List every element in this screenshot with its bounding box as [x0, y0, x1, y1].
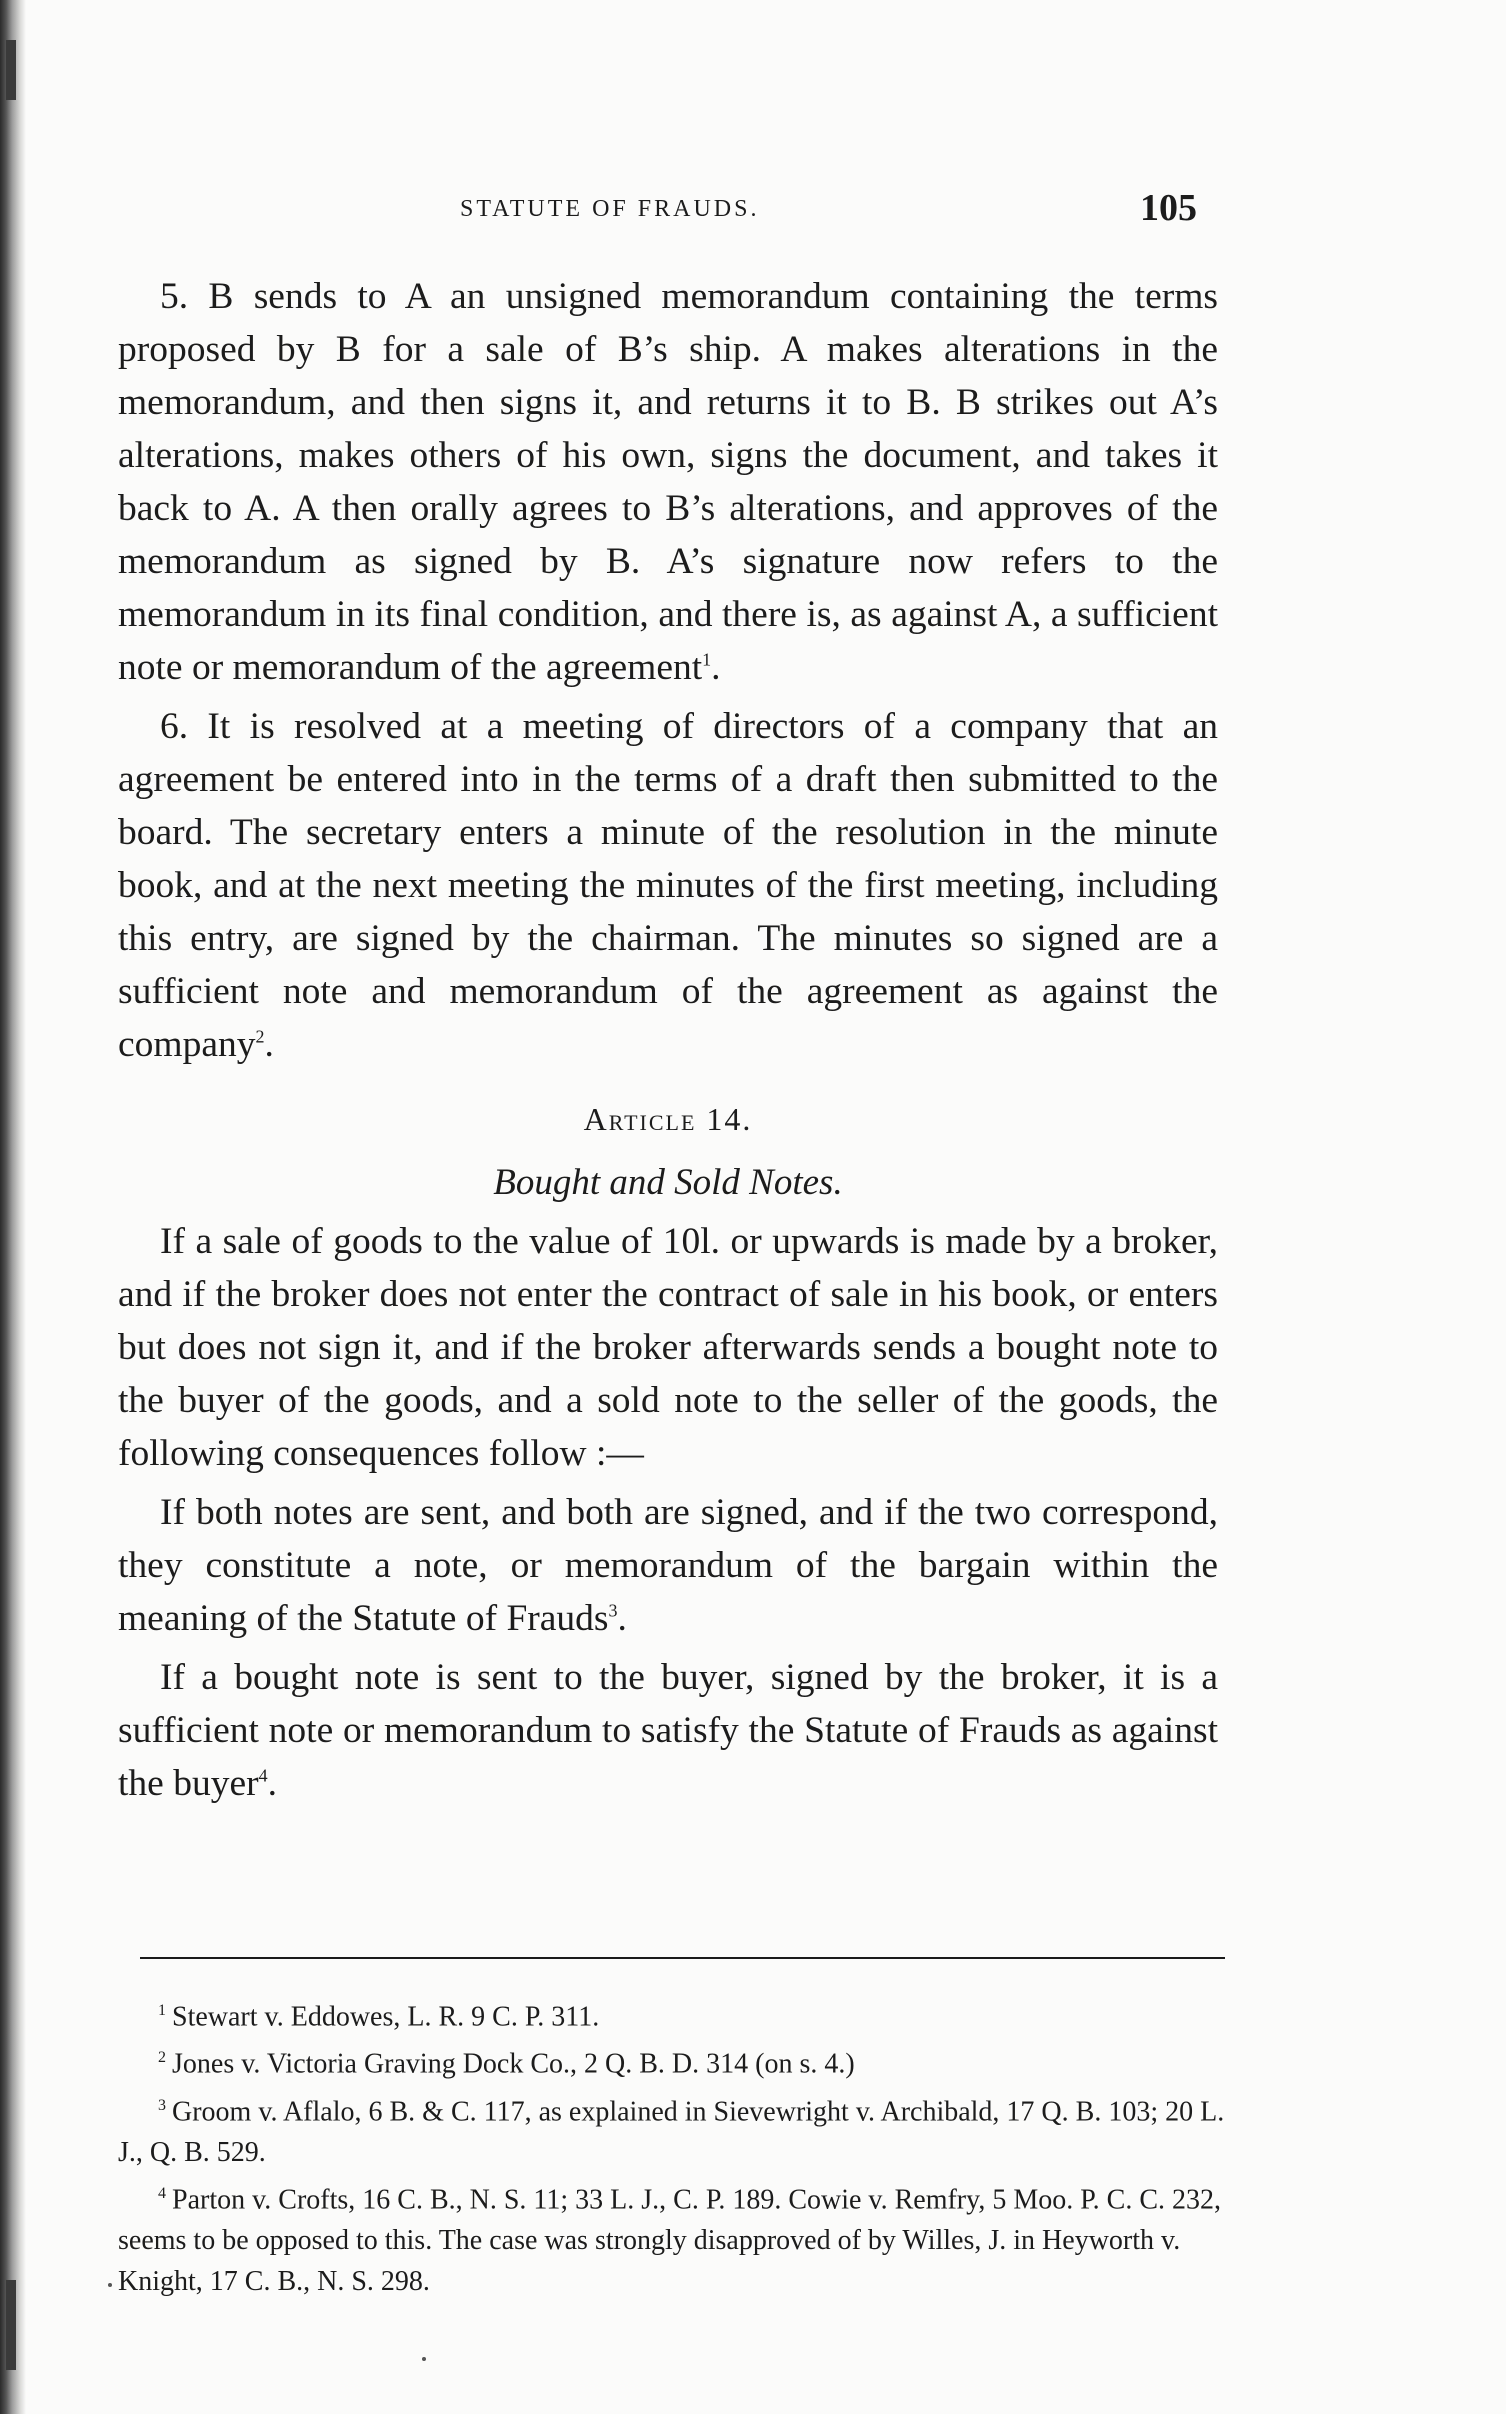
- article-paragraph: [118, 1486, 1218, 1645]
- paragraph-text: If both notes are sent, and both are signed, and if the two correspond, they constitute a note, or memorandum of the bargain within the meaning of the Statute of Frauds: [118, 1492, 1218, 1639]
- article-paragraph: If a sale of goods to the value of 10l. or upwards is made by a broker, and if the broker does not enter the contract of sale in his book, or enters but does not sign it, and if the broker afterwards sends a bought note to the buyer of the goods, and a sold note to the seller of the goods, the following consequences follow :—: [118, 1221, 1218, 1474]
- binding-shadow: [6, 40, 16, 100]
- footnotes: [118, 1990, 1228, 2302]
- footnote: [118, 2037, 1228, 2084]
- footnote: [118, 1990, 1228, 2037]
- footnote-mark: 3: [158, 2096, 166, 2114]
- paragraph-text: 5. B sends to A an unsigned memorandum containing the terms proposed by B for a sale of B’s ship. A makes alterations in the memorandum, and then signs it, and returns it to B. B strikes out A’s alterations, makes others of his own, signs the document, and takes it back to A. A then orally agrees to B’s alterations, and approves of the memorandum as signed by B. A’s signature now refers to the memorandum in its final condition, and there is, as against A, a sufficient note or memorandum of the agreement: [118, 276, 1218, 688]
- footnote-text: Parton v. Crofts, 16 C. B., N. S. 11; 33 L. J., C. P. 189. Cowie v. Remfry, 5 Moo. P. C. C. 232, seems to be opposed to this. The case was strongly disapproved of by Willes, J. in Heyworth v. Knight, 17 C. B., N. S. 298.: [118, 2184, 1222, 2298]
- footnote: [118, 2173, 1228, 2302]
- footnote-divider: [140, 1957, 1225, 1959]
- footnote-mark: 4: [158, 2184, 166, 2202]
- illustration-paragraph-5: [118, 270, 1218, 694]
- article-subheading: Bought and Sold Notes.: [493, 1162, 843, 1203]
- article-paragraph: [118, 1651, 1218, 1810]
- running-title: STATUTE OF FRAUDS.: [460, 196, 760, 222]
- page-binding-edge: [0, 0, 26, 2414]
- footnote-ref: 3: [608, 1600, 618, 1621]
- footnote-text: Jones v. Victoria Graving Dock Co., 2 Q. B. D. 314 (on s. 4.): [172, 2048, 855, 2080]
- binding-shadow: [6, 2280, 16, 2370]
- paragraph-text: 6. It is resolved at a meeting of directors of a company that an agreement be entered into in the terms of a draft then submitted to the board. The secretary enters a minute of the resolution in the minute book, and at the next meeting the minutes of the first meeting, including this entry, are signed by the chairman. The minutes so signed are a sufficient note and memorandum of the agreement as against the company: [118, 706, 1218, 1065]
- paper-speck: [422, 2357, 426, 2361]
- punctuation: .: [264, 1024, 274, 1065]
- footnote-ref: 1: [702, 649, 712, 670]
- punctuation: .: [617, 1598, 627, 1639]
- main-text: [118, 270, 1218, 1816]
- footnote-mark: 1: [158, 2002, 166, 2019]
- footnote-mark: 2: [158, 2049, 166, 2067]
- article-heading: Article 14.: [583, 1101, 753, 1137]
- punctuation: .: [711, 647, 721, 688]
- footnote: [118, 2085, 1228, 2173]
- footnote-ref: 4: [258, 1765, 268, 1786]
- footnote-ref: 2: [255, 1026, 265, 1047]
- illustration-paragraph-6: [118, 700, 1218, 1071]
- punctuation: .: [267, 1763, 277, 1804]
- paragraph-text: If a bought note is sent to the buyer, signed by the broker, it is a sufficient note or memorandum to satisfy the Statute of Frauds as against the buyer: [118, 1657, 1218, 1804]
- footnote-text: Stewart v. Eddowes, L. R. 9 C. P. 311.: [172, 2001, 600, 2033]
- page-number: 105: [1140, 187, 1197, 229]
- paper-speck: [108, 2283, 112, 2287]
- footnote-text: Groom v. Aflalo, 6 B. & C. 117, as explained in Sievewright v. Archibald, 17 Q. B. 103; 20 L. J., Q. B. 529.: [118, 2095, 1225, 2168]
